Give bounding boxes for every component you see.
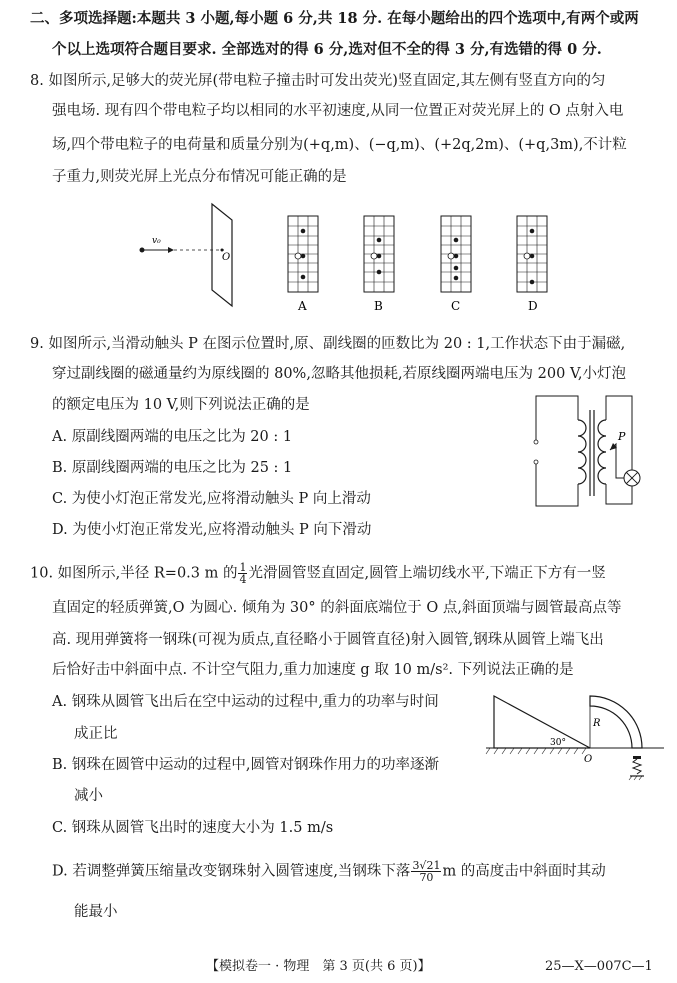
q8-option-d-grid [517, 216, 547, 292]
q8-stem-line2: 强电场. 现有四个带电粒子均以相同的水平初速度,从同一位置正对荧光屏上的 O 点射入电 [52, 103, 624, 119]
q8-option-a-label: A [298, 299, 307, 313]
q9-p-label: P [618, 430, 626, 443]
q9-option-b: B. 原副线圈两端的电压之比为 25 : 1 [52, 460, 293, 476]
q9-input-terminal-bottom [534, 460, 538, 464]
q10-option-d-num: 3√21 [412, 859, 441, 872]
q10-fraction-den: 4 [239, 573, 247, 586]
q10-fraction-num: 1 [239, 561, 247, 574]
section-header-line1: 二、多项选择题:本题共 3 小题,每小题 6 分,共 18 分. 在每小题给出的四个选项中,有两个或两 [30, 10, 639, 27]
q10-option-a-line2: 成正比 [74, 726, 118, 742]
q10-o-label: O [584, 754, 593, 765]
q10-quarter-fraction [238, 562, 247, 585]
q10-option-d-end: m 的高度击中斜面时其动 [442, 863, 606, 880]
q8-option-b-label: B [374, 299, 383, 313]
q9-stem-line3: 的额定电压为 10 V,则下列说法正确的是 [52, 397, 310, 413]
q9-secondary-coil [598, 420, 606, 484]
q10-option-d-fraction [411, 860, 441, 883]
q8-option-c-label: C [451, 299, 461, 313]
q9-stem-line1: 9. 如图所示,当滑动触头 P 在图示位置时,原、副线圈的匝数比为 20 : 1,工作状态下由于漏磁, [30, 336, 626, 352]
q9-option-c: C. 为使小灯泡正常发光,应将滑动触头 P 向上滑动 [52, 491, 371, 507]
q9-input-terminal-top [534, 440, 538, 444]
q9-transformer-figure [520, 386, 670, 521]
q10-angle-label: 30° [550, 738, 566, 748]
q8-option-a-grid [288, 216, 318, 292]
q10-option-d-line1 [52, 860, 606, 883]
q10-spring [629, 756, 644, 780]
q10-stem-line1-start: 10. 如图所示,半径 R=0.3 m 的 [30, 565, 238, 582]
q10-stem-line3: 高. 现用弹簧将一钢珠(可视为质点,直径略小于圆管直径)射入圆管,钢珠从圆管上端飞出 [52, 632, 604, 648]
q10-option-b-line1: B. 钢珠在圆管中运动的过程中,圆管对钢珠作用力的功率逐渐 [52, 757, 439, 773]
footer-title: 【模拟卷一 · 物理 第 3 页(共 6 页)】 [206, 959, 431, 974]
q10-r-label: R [593, 718, 601, 729]
q10-option-d-start: D. 若调整弹簧压缩量改变钢珠射入圆管速度,当钢珠下落 [52, 863, 411, 880]
section-header-line2: 个以上选项符合题目要求. 全部选对的得 6 分,选对但不全的得 3 分,有选错的得 0 分. [52, 41, 602, 58]
q10-stem-line1 [30, 562, 606, 585]
q10-option-d-den: 70 [419, 871, 434, 884]
q10-incline [494, 696, 590, 748]
q10-option-c: C. 钢珠从圆管飞出时的速度大小为 1.5 m/s [52, 820, 334, 836]
q8-figure [0, 198, 677, 318]
q10-option-d-line2: 能最小 [74, 904, 118, 920]
q9-option-a: A. 原副线圈两端的电压之比为 20 : 1 [52, 429, 293, 445]
q9-option-d: D. 为使小灯泡正常发光,应将滑动触头 P 向下滑动 [52, 522, 372, 538]
q8-option-d-label: D [528, 299, 538, 313]
q10-figure [480, 686, 675, 796]
q8-stem-line1: 8. 如图所示,足够大的荧光屏(带电粒子撞击时可发出荧光)竖直固定,其左侧有竖直方向的匀 [30, 73, 606, 89]
q9-primary-coil [578, 420, 586, 484]
q8-o-label: O [222, 252, 231, 263]
q8-option-c-grid [441, 216, 471, 292]
q8-option-b-grid [364, 216, 394, 292]
q9-stem-line2: 穿过副线圈的磁通量约为原线圈的 80%,忽略其他损耗,若原线圈两端电压为 200 V,小灯泡 [52, 366, 626, 382]
q10-option-b-line2: 减小 [74, 788, 103, 804]
q8-stem-line4: 子重力,则荧光屏上光点分布情况可能正确的是 [52, 169, 347, 185]
q8-stem-line3: 场,四个带电粒子的电荷量和质量分别为(+q,m)、(−q,m)、(+2q,2m)、(+q,3m),不计粒 [52, 137, 627, 153]
q10-option-a-line1: A. 钢珠从圆管飞出后在空中运动的过程中,重力的功率与时间 [52, 694, 439, 710]
q10-stem-line2: 直固定的轻质弹簧,O 为圆心. 倾角为 30° 的斜面底端位于 O 点,斜面顶端与圆管最高点等 [52, 600, 622, 616]
footer-code: 25—X—007C—1 [545, 959, 653, 974]
q10-stem-line4: 后恰好击中斜面中点. 不计空气阻力,重力加速度 g 取 10 m/s². 下列说法正确的是 [52, 662, 574, 678]
q10-stem-line1-end: 光滑圆管竖直固定,圆管上端切线水平,下端正下方有一竖 [248, 565, 606, 582]
q8-v0-label: v₀ [152, 236, 161, 246]
